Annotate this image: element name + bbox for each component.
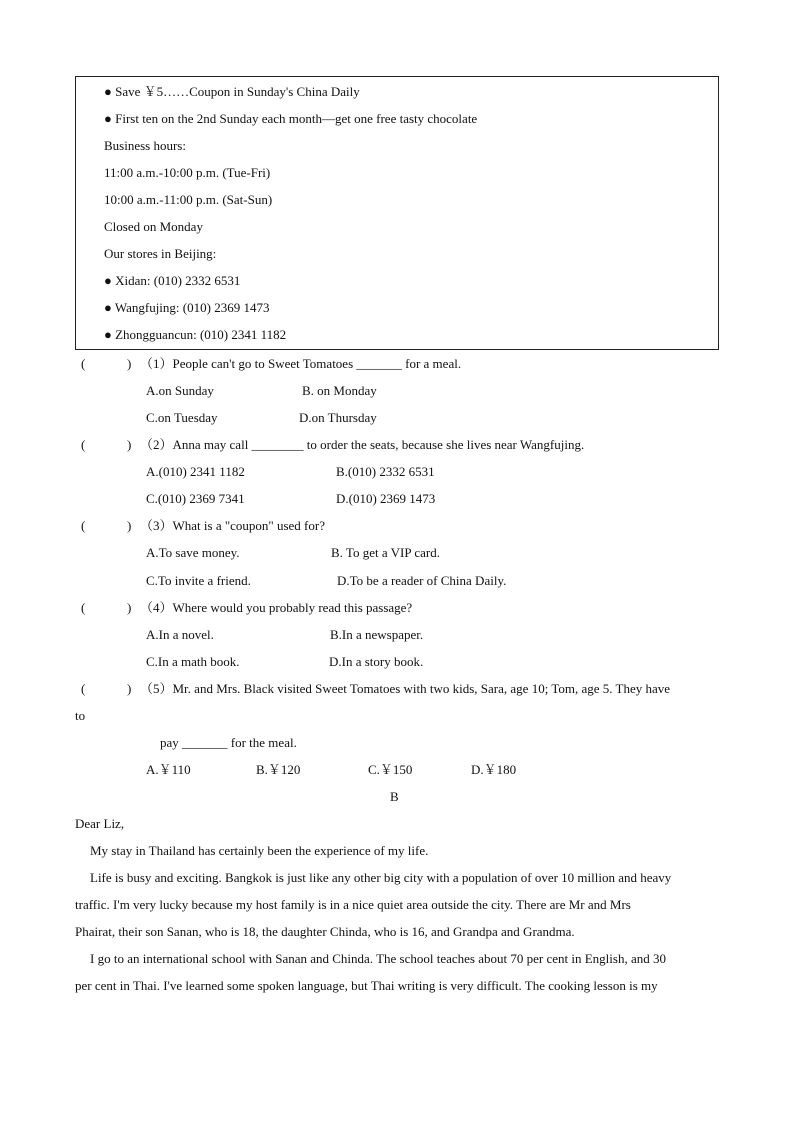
letter-line-5: I go to an international school with Sanan and Chinda. The school teaches about 70 per cent in English, and 30 <box>90 951 666 966</box>
option-a-4: A.In a novel. <box>146 627 214 642</box>
option-b-2: B.(010) 2332 6531 <box>336 464 435 479</box>
answer-paren-close-1: ) <box>127 356 132 371</box>
option-c-5: C.￥150 <box>368 762 413 777</box>
question-stem-5: （5）Mr. and Mrs. Black visited Sweet Tomatoes with two kids, Sara, age 10; Tom, age 5. They have <box>140 681 671 696</box>
option-c-1: C.on Tuesday <box>146 410 218 425</box>
option-c-4: C.In a math book. <box>146 654 240 669</box>
option-b-1: B. on Monday <box>302 383 377 398</box>
answer-paren-open-1: ( <box>81 356 86 371</box>
letter-salutation: Dear Liz, <box>75 816 125 831</box>
ad-line-closed: Closed on Monday <box>104 219 203 234</box>
question-stem-2: （2）Anna may call ________ to order the seats, because she lives near Wangfujing. <box>140 437 585 452</box>
ad-line-coupon: ● Save ￥5……Coupon in Sunday's China Daily <box>104 84 360 99</box>
answer-paren-close-3: ) <box>127 518 132 533</box>
letter-line-6: per cent in Thai. I've learned some spoken language, but Thai writing is very difficult. The cooking lesson is my <box>75 978 658 993</box>
option-d-2: D.(010) 2369 1473 <box>336 491 436 506</box>
question-stem-3: （3）What is a "coupon" used for? <box>140 518 325 533</box>
question-stem-5-wrap: to <box>75 708 86 723</box>
option-d-3: D.To be a reader of China Daily. <box>337 573 507 588</box>
ad-line-hours-weekend: 10:00 a.m.-11:00 p.m. (Sat-Sun) <box>104 192 273 207</box>
option-c-3: C.To invite a friend. <box>146 573 251 588</box>
answer-paren-close-5: ) <box>127 681 132 696</box>
section-b-heading: B <box>390 789 399 804</box>
question-stem-5-continued: pay _______ for the meal. <box>160 735 297 750</box>
answer-paren-close-4: ) <box>127 600 132 615</box>
ad-line-xidan: ● Xidan: (010) 2332 6531 <box>104 273 241 288</box>
answer-paren-close-2: ) <box>127 437 132 452</box>
letter-line-4: Phairat, their son Sanan, who is 18, the daughter Chinda, who is 16, and Grandpa and Grandma. <box>75 924 575 939</box>
answer-paren-open-2: ( <box>81 437 86 452</box>
option-b-3: B. To get a VIP card. <box>331 545 440 560</box>
option-d-5: D.￥180 <box>471 762 517 777</box>
answer-paren-open-5: ( <box>81 681 86 696</box>
question-stem-1: （1）People can't go to Sweet Tomatoes _______ for a meal. <box>140 356 462 371</box>
answer-paren-open-4: ( <box>81 600 86 615</box>
question-stem-4: （4）Where would you probably read this passage? <box>140 600 413 615</box>
option-b-5: B.￥120 <box>256 762 301 777</box>
option-a-3: A.To save money. <box>146 545 240 560</box>
option-a-1: A.on Sunday <box>146 383 214 398</box>
letter-line-2: Life is busy and exciting. Bangkok is just like any other big city with a population of over 10 million and heavy <box>90 870 672 885</box>
option-c-2: C.(010) 2369 7341 <box>146 491 245 506</box>
ad-line-business-hours: Business hours: <box>104 138 186 153</box>
option-d-4: D.In a story book. <box>329 654 424 669</box>
ad-line-free-chocolate: ● First ten on the 2nd Sunday each month—get one free tasty chocolate <box>104 111 478 126</box>
ad-line-hours-weekday: 11:00 a.m.-10:00 p.m. (Tue-Fri) <box>104 165 271 180</box>
option-a-5: A.￥110 <box>146 762 191 777</box>
answer-paren-open-3: ( <box>81 518 86 533</box>
option-b-4: B.In a newspaper. <box>330 627 424 642</box>
ad-line-stores: Our stores in Beijing: <box>104 246 217 261</box>
option-a-2: A.(010) 2341 1182 <box>146 464 245 479</box>
letter-line-1: My stay in Thailand has certainly been the experience of my life. <box>90 843 429 858</box>
ad-line-zhongguancun: ● Zhongguancun: (010) 2341 1182 <box>104 327 287 342</box>
ad-line-wangfujing: ● Wangfujing: (010) 2369 1473 <box>104 300 270 315</box>
option-d-1: D.on Thursday <box>299 410 377 425</box>
letter-line-3: traffic. I'm very lucky because my host family is in a nice quiet area outside the city. There are Mr and Mrs <box>75 897 631 912</box>
